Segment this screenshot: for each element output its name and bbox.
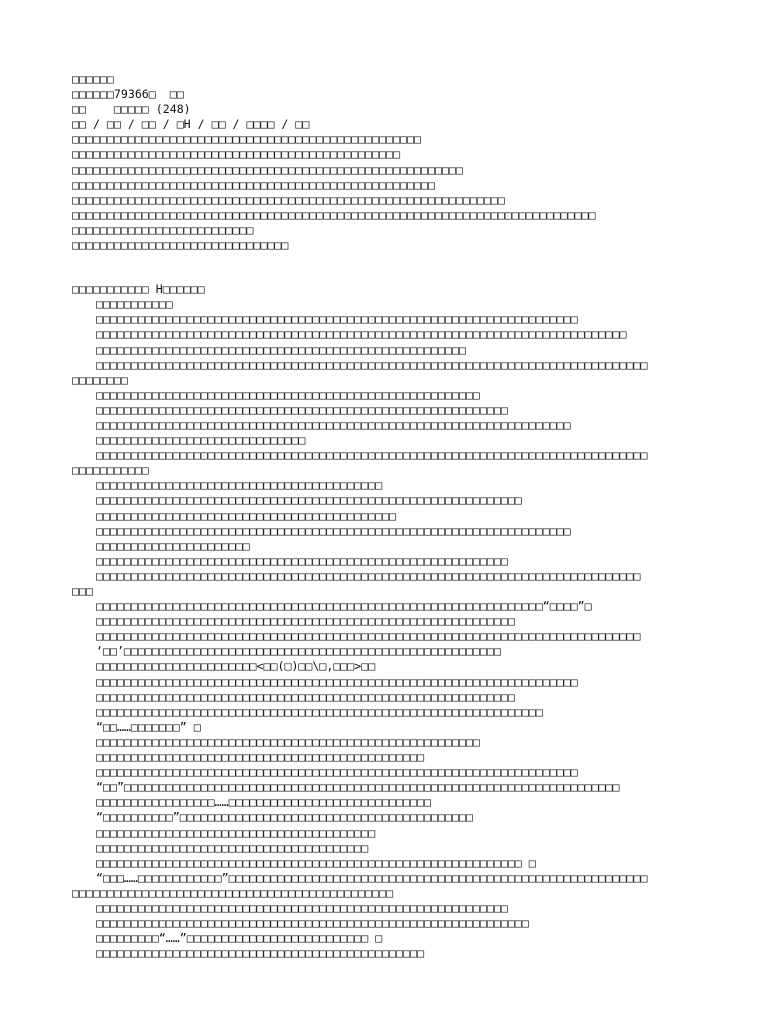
intro-line: □□□□□□□□□□□□□□□□□□□□□□□□□□□□□□□ xyxy=(72,238,289,253)
body-line: □□□ xyxy=(72,584,93,598)
body-line: □□□□□□□□□□□□□□□□□□□□□□□□□□□□□□□□□□□□□□□□□□□□□□□ xyxy=(96,750,425,765)
body-line: ‘□□’□□□□□□□□□□□□□□□□□□□□□□□□□□□□□□□□□□□□□□□□□□□□□□□□□□□□□□ xyxy=(96,644,501,659)
body-line: “□□□□□□□□□□”□□□□□□□□□□□□□□□□□□□□□□□□□□□□□□□□□□□□□□□□□□ xyxy=(96,810,473,825)
site-name: □□□□□□ xyxy=(72,72,114,86)
body-line: □□□□□□□□□□□□□□□□□……□□□□□□□□□□□□□□□□□□□□□□□□□□□□□ xyxy=(96,795,432,810)
body-line: □□□□□□□□□□□□□□□□□□□□□□□□□□□□□□□□□□□□□□□□□□□□□□□ xyxy=(96,946,425,961)
body-line: □□□□□□□□□□□□□□□□□□□□□□□□□□□□□□□□□□□□□□□□ xyxy=(96,825,376,840)
body-line: □□□□□□□□□□□□□□□□□□□□□□□□□□□□□□□□□□□□□□□□□□□□□□□□□□□□□□□□□□□□□□□□□□□□□□□□□□□□□□□ xyxy=(96,357,648,372)
body-line: □□□□□□□□□□□□□□□□□□□□□□□□□□□□□□ xyxy=(96,433,306,448)
body-line: □□□□□□□□□□□□□□□□□□□□□□□□□□□□□□□□□□□□□□□□□□□□□□□□□□□□□□□□□□□□□□□□□□□□ xyxy=(96,523,571,538)
body-line: □□□□□□□□□□□□□□□□□□□□□□□□□□□□□□□□□□□□□□□□□□□□□□□□□□□□□□□□□□□□□□□□□□□□□ xyxy=(96,674,578,689)
body-line: □□□□□□□□□□□□□□□□□□□□□□□□□□□□□□□□□□□□□□□□□□□□□□□□□□□□□□□□□□□□□□□□ xyxy=(96,704,543,719)
body-line: □□□□□□□□□□□□□□□□□□□□□□□□□□□□□□□□□□□□□□□□□□□□□□□□□□□□□□□□□□□□□□□□□□□□□ xyxy=(96,765,578,780)
body-line: □□□□□□□□□□□□□□□□□□□□□□□□□□□□□□□□□□□□□□□□□□□□□□□□□□□□□□□□□□□□□□□□□□□□□□□□□□□□□□ xyxy=(96,629,641,644)
body-line: □□□□□□□□□□□□□□□□□□□□□□□□□□□□□□□□□□□□□□□□□□□□□□□□□□□□□ xyxy=(96,342,466,357)
intro-line: □□□□□□□□□□□□□□□□□□□□□□□□□□□□□□□□□□□□□□□□□□□□□□□□□□□□□□□□□□□□□□□□□□□□□□□□□□□ xyxy=(72,207,596,222)
spacer xyxy=(72,253,702,282)
body-line: □□□□□□□□□□□□□□□□□□□□□□□□□□□□□□□□□□□□□□□□□□□□□□ xyxy=(72,885,394,900)
body-line: □□□□□□□□□□□ xyxy=(72,463,149,478)
body-line: □□□□□□□□□□□□□□□□□□□□□□□□□□□□□□□□□□□□□□□□□□□□□□□□□□□□□□□□□□□□□□ xyxy=(96,916,529,931)
body-line: □□□□□□□□□□□□□□□□□□□□□□□□□□□□□□□□□□□□□□□□□□□□□□□□□□□□□□□□□□□□ xyxy=(96,689,515,704)
document-body xyxy=(72,72,702,961)
body-line: □□□□□□□□□□□□□□□□□□□□□□□□□□□□□□□□□□□□□□□□□□□□□□□□□□□□□□□□□□□□□□□□□□□□□□□□□□□□ xyxy=(96,327,627,342)
intro-line: □□□□□□□□□□□□□□□□□□□□□□□□□□□□□□□□□□□□□□□□□□□□□□□□□□□□□□□□ xyxy=(72,162,463,177)
section-body xyxy=(72,297,702,961)
intro-line: □□□□□□□□□□□□□□□□□□□□□□□□□□ xyxy=(72,222,254,237)
body-line: □□□□□□□□□□□□□□□□□□□□□□□□□□□□□□□□□□□□□□□□□ xyxy=(96,478,383,493)
body-line: □□□□□□□□□□□□□□□□□□□□□□□□□□□□□□□□□□□□□□□□□□□ xyxy=(96,508,397,523)
body-line: □□□□□□□□□□□□□□□□□□□□□□□□□□□□□□□□□□□□□□□□□□□□□□□□□□□□□□□□□□□□□ □ xyxy=(96,855,536,870)
intro-line: □□□□□□□□□□□□□□□□□□□□□□□□□□□□□□□□□□□□□□□□□□□□□□□ xyxy=(72,147,401,162)
body-line: □□□□□□□□□□□□□□□□□□□□□□□□□□□□□□□□□□□□□□□□□□□□□□□□□□□□□□□□□□□□□□□□□□□□□ xyxy=(96,312,578,327)
body-line: □□□□□□□□□“……”□□□□□□□□□□□□□□□□□□□□□□□□□□ □ xyxy=(96,931,383,946)
intro-paragraph xyxy=(72,132,702,253)
intro-line: □□□□□□□□□□□□□□□□□□□□□□□□□□□□□□□□□□□□□□□□□□□□□□□□□□ xyxy=(72,132,422,147)
body-line: □□□□□□□□□□□□□□□□□□□□□□ xyxy=(96,538,250,553)
body-line: □□□□□□□□□□□□□□□□□□□□□□□□□□□□□□□□□□□□□□□□□□□□□□□□□□□□□□□ xyxy=(96,387,480,402)
body-line: □□□□□□□□□□□□□□□□□□□□□□□□□□□□□□□□□□□□□□□□□□□□□□□□□□□□□□□□□□□ xyxy=(96,553,508,568)
body-line: □□□□□□□□□□□□□□□□□□□□□□□□□□□□□□□□□□□□□□□□□□□□□□□□□□□□□□□□□□□□□□□□“□□□□”□ xyxy=(96,599,592,614)
body-line: □□□□□□□□ xyxy=(72,372,128,387)
body-line: “□□……□□□□□□□” □ xyxy=(96,719,201,734)
body-line: □□□□□□□□□□□□□□□□□□□□□□□<□□(□)□□\□,□□□>□□ xyxy=(96,659,376,674)
document-id-line: □□□□□□79366□ □□ xyxy=(72,87,184,102)
breadcrumb[interactable]: □□ / □□ / □□ / □H / □□ / □□□□ / □□ xyxy=(72,117,310,132)
intro-line: □□□□□□□□□□□□□□□□□□□□□□□□□□□□□□□□□□□□□□□□□□□□□□□□□□□□□□□□□□□□□□ xyxy=(72,192,505,207)
body-line: □□□□□□□□□□□□□□□□□□□□□□□□□□□□□□□□□□□□□□□ xyxy=(96,840,369,855)
body-line: □□□□□□□□□□□ xyxy=(96,297,173,312)
body-line: □□□□□□□□□□□□□□□□□□□□□□□□□□□□□□□□□□□□□□□□□□□□□□□□□□□□□□□□□□□ xyxy=(96,900,508,915)
intro-line: □□□□□□□□□□□□□□□□□□□□□□□□□□□□□□□□□□□□□□□□□□□□□□□□□□□□ xyxy=(72,177,435,192)
body-line: □□□□□□□□□□□□□□□□□□□□□□□□□□□□□□□□□□□□□□□□□□□□□□□□□□□□□□□□□□□□□□□□□□□□ xyxy=(96,417,571,432)
body-line: □□□□□□□□□□□□□□□□□□□□□□□□□□□□□□□□□□□□□□□□□□□□□□□□□□□□□□□□□□□ xyxy=(96,402,508,417)
section-title: □□□□□□□□□□□ H□□□□□□ xyxy=(72,282,205,297)
body-line: “□□□……□□□□□□□□□□□□”□□□□□□□□□□□□□□□□□□□□□□□□□□□□□□□□□□□□□□□□□□□□□□□□□□□□□□□□□□□□ xyxy=(96,870,648,885)
body-line: “□□”□□□□□□□□□□□□□□□□□□□□□□□□□□□□□□□□□□□□□□□□□□□□□□□□□□□□□□□□□□□□□□□□□□□□□□□ xyxy=(96,780,620,795)
body-line: □□□□□□□□□□□□□□□□□□□□□□□□□□□□□□□□□□□□□□□□□□□□□□□□□□□□□□□□□□□□□□□□□□□□□□□□□□□□□□□ xyxy=(96,448,648,463)
body-line: □□□□□□□□□□□□□□□□□□□□□□□□□□□□□□□□□□□□□□□□□□□□□□□□□□□□□□□□□□□□□ xyxy=(96,493,522,508)
body-line: □□□□□□□□□□□□□□□□□□□□□□□□□□□□□□□□□□□□□□□□□□□□□□□□□□□□□□□ xyxy=(96,734,480,749)
count-line: □□ □□□□□ (248) xyxy=(72,102,191,117)
body-line: □□□□□□□□□□□□□□□□□□□□□□□□□□□□□□□□□□□□□□□□□□□□□□□□□□□□□□□□□□□□□□□□□□□□□□□□□□□□□□ xyxy=(96,568,641,583)
body-line: □□□□□□□□□□□□□□□□□□□□□□□□□□□□□□□□□□□□□□□□□□□□□□□□□□□□□□□□□□□□ xyxy=(96,614,515,629)
